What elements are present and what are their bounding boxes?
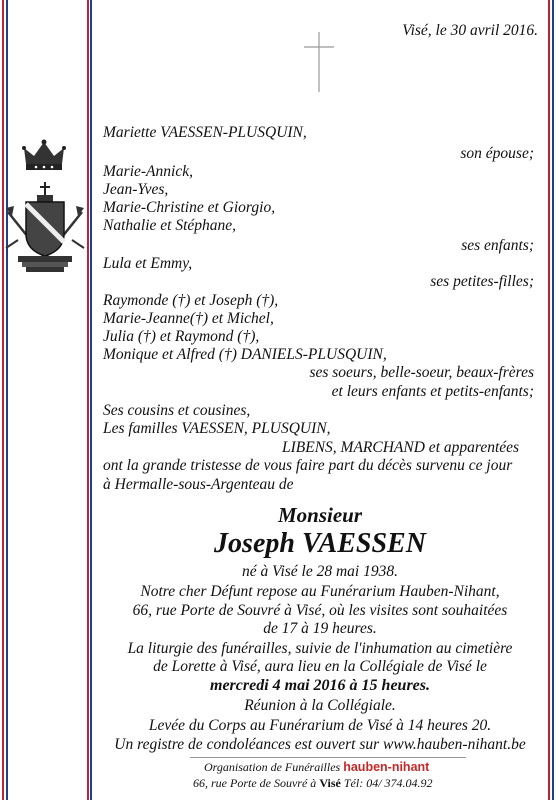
siblings-role-2: et leurs enfants et petits-enfants; <box>331 383 534 400</box>
footer-brand: hauben-nihant <box>343 760 430 774</box>
cousins: Ses cousins et cousines, <box>103 402 251 419</box>
granddaughters: Lula et Emmy, <box>103 255 193 272</box>
cross-icon <box>304 32 334 92</box>
child-3: Marie-Christine et Giorgio, <box>103 199 276 216</box>
announce-1: ont la grande tristesse de vous faire part du décès survenu ce jour <box>103 457 513 474</box>
detail-line-2: 66, rue Porte de Souvré à Visé, où les visites sont souhaitées <box>132 602 508 619</box>
deceased-title: Monsieur <box>277 503 363 527</box>
spouse-name: Mariette VAESSEN-PLUSQUIN, <box>103 124 307 141</box>
footer-org-prefix: Organisation de Funérailles <box>204 760 341 774</box>
sibling-4: Monique et Alfred (†) DANIELS-PLUSQUIN, <box>103 346 387 363</box>
child-2: Jean-Yves, <box>103 181 169 198</box>
detail-line-3: de 17 à 19 heures. <box>263 620 377 637</box>
sibling-1: Raymonde (†) et Joseph (†), <box>103 292 279 309</box>
footer-organisation <box>204 760 429 775</box>
border-left-blue <box>6 0 8 800</box>
inner-border-blue <box>90 0 92 800</box>
footer-address-prefix: 66, rue Porte de Souvré à <box>193 776 317 790</box>
detail-line-1: Notre cher Défunt repose au Funérarium Hauben-Nihant, <box>140 583 500 600</box>
border-right-blue <box>552 0 554 800</box>
footer-address-city: Visé <box>319 776 341 790</box>
funeral-date: mercredi 4 mai 2016 à 15 heures. <box>210 677 430 694</box>
siblings-role-1: ses soeurs, belle-soeur, beaux-frères <box>309 364 534 381</box>
border-left-red <box>2 0 4 800</box>
detail-line-7: Réunion à la Collégiale. <box>244 697 396 714</box>
birth-info: né à Visé le 28 mai 1938. <box>242 563 398 580</box>
condolence-register: Un registre de condoléances est ouvert sur www.hauben-nihant.be <box>114 736 526 753</box>
coat-of-arms-icon <box>4 182 86 274</box>
announce-2: à Hermalle-sous-Argenteau de <box>103 476 294 493</box>
inner-border-red <box>87 0 89 800</box>
child-1: Marie-Annick, <box>103 163 193 180</box>
footer-address <box>193 776 433 791</box>
footer-separator <box>190 757 466 758</box>
granddaughters-role: ses petites-filles; <box>430 273 534 290</box>
children-role: ses enfants; <box>461 237 534 254</box>
detail-line-4: La liturgie des funérailles, suivie de l'inhumation au cimetière <box>127 640 513 657</box>
families-1: Les familles VAESSEN, PLUSQUIN, <box>103 420 331 437</box>
families-2: LIBENS, MARCHAND et apparentées <box>282 439 520 456</box>
sibling-3: Julia (†) et Raymond (†), <box>103 328 260 345</box>
crown-icon <box>22 138 66 174</box>
child-4: Nathalie et Stéphane, <box>103 217 237 234</box>
detail-line-8: Levée du Corps au Funérarium de Visé à 14 heures 20. <box>148 717 492 734</box>
sibling-2: Marie-Jeanne(†) et Michel, <box>103 310 274 327</box>
border-right-red <box>548 0 550 800</box>
footer-phone: Tél: 04/ 374.04.92 <box>343 776 433 790</box>
notice-date: Visé, le 30 avril 2016. <box>402 22 538 39</box>
detail-line-5: de Lorette à Visé, aura lieu en la Collégiale de Visé le <box>153 658 487 675</box>
spouse-role: son épouse; <box>460 145 534 162</box>
deceased-name: Joseph VAESSEN <box>214 528 426 559</box>
